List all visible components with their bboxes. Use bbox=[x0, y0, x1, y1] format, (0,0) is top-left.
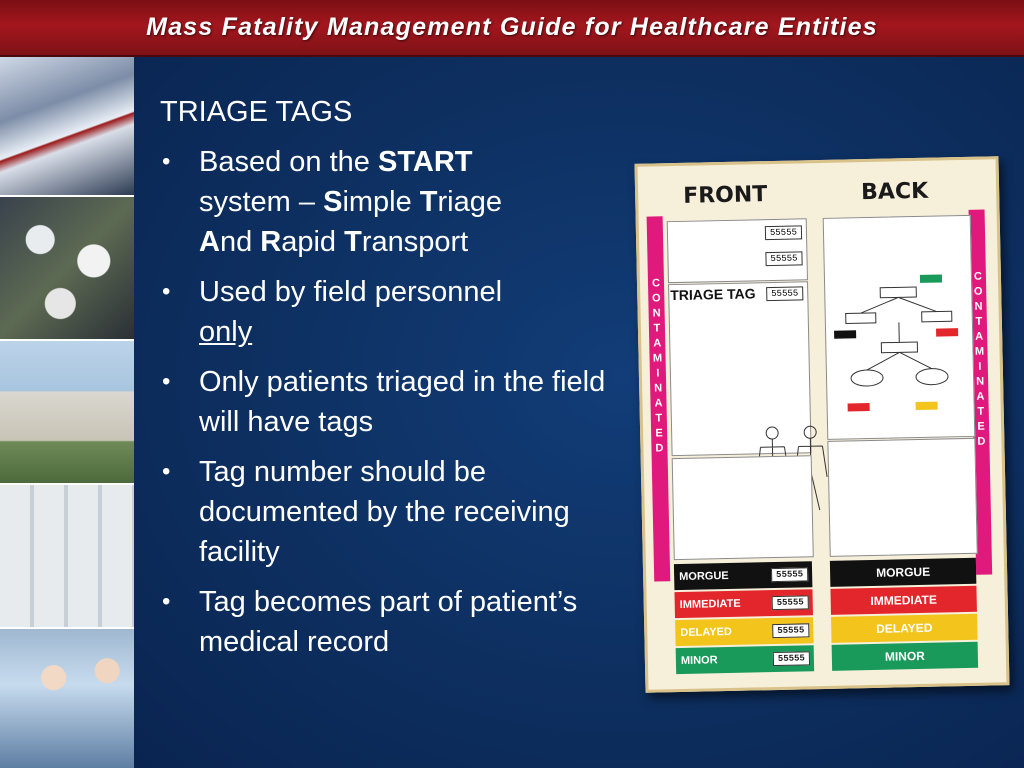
bullet-item: • Only patients triaged in the field will have tags bbox=[160, 362, 630, 442]
section-title: TRIAGE TAGS bbox=[160, 96, 353, 128]
photo-strip bbox=[0, 57, 134, 768]
flow-chart-icon bbox=[824, 216, 975, 439]
tag-band-minor: MINOR 55555 bbox=[676, 645, 815, 674]
personal-information-box bbox=[827, 438, 977, 557]
contaminated-strip: C O N T A M I N A T E D bbox=[969, 210, 993, 575]
tag-band-morgue: MORGUE 55555 bbox=[674, 561, 813, 590]
bullet-item: • Based on the START system – Simple Triage And Rapid Transport bbox=[160, 142, 630, 262]
tag-back-heading: BACK bbox=[860, 178, 929, 206]
vital-signs-box bbox=[672, 455, 814, 560]
contaminated-strip: C O N T A M I N A T E D bbox=[647, 216, 671, 581]
tag-front-heading: FRONT bbox=[682, 182, 768, 209]
disaster-scene-photo bbox=[0, 197, 134, 341]
slide-title: Mass Fatality Management Guide for Healthcare Entities bbox=[146, 13, 878, 41]
ambulance-photo bbox=[0, 57, 134, 197]
triage-tag-image bbox=[635, 156, 1010, 693]
bullet-item: • Used by field personnel only bbox=[160, 272, 630, 352]
tag-back-side bbox=[816, 159, 1001, 686]
triage-tag-label: TRIAGE TAG bbox=[670, 285, 756, 304]
morgue-gurneys-photo bbox=[0, 485, 134, 629]
hospital-building-photo bbox=[0, 341, 134, 485]
triage-tag-box: 55555 bbox=[668, 281, 812, 456]
bullet-list bbox=[160, 142, 630, 672]
underlined-word: only bbox=[199, 316, 253, 348]
triage-flow-chart-box bbox=[823, 215, 976, 440]
tag-band-minor: MINOR bbox=[832, 642, 979, 671]
tag-band-morgue: MORGUE bbox=[830, 558, 977, 587]
tag-front-side bbox=[638, 163, 821, 689]
tag-band-delayed: DELAYED bbox=[831, 614, 978, 643]
medical-staff-photo bbox=[0, 629, 134, 768]
tag-band-delayed: DELAYED 55555 bbox=[675, 617, 814, 646]
bullet-item: • Tag becomes part of patient’s medical record bbox=[160, 582, 630, 662]
tag-band-immediate: IMMEDIATE 55555 bbox=[674, 589, 813, 618]
bullet-item: • Tag number should be documented by the receiving facility bbox=[160, 452, 630, 572]
tag-band-immediate: IMMEDIATE bbox=[830, 586, 977, 615]
slide-header bbox=[0, 0, 1024, 57]
property-receipt-box: 55555 55555 bbox=[667, 218, 808, 283]
